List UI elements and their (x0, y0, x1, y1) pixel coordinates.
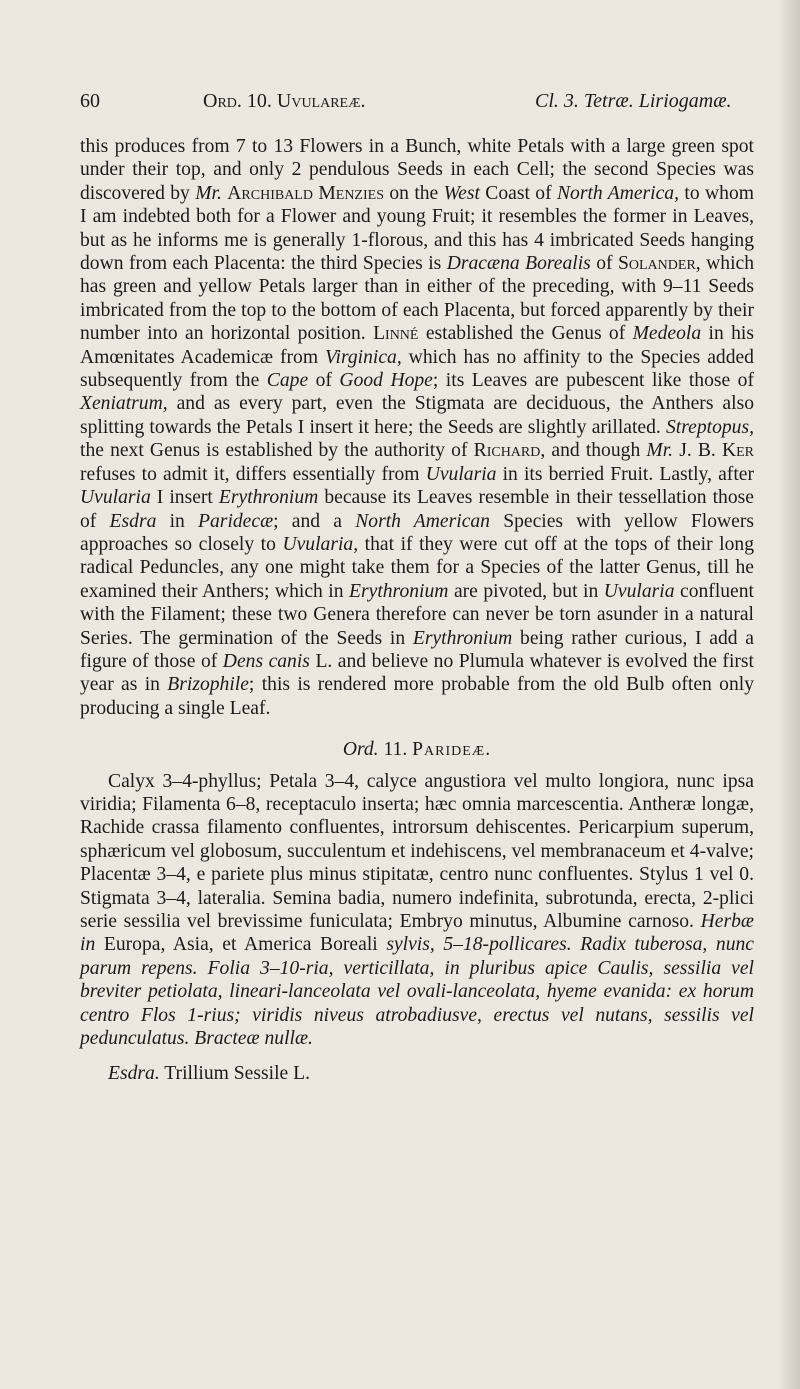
text-run: ; this is rendered more probable from the old Bulb often only producing a single Leaf. (80, 674, 754, 719)
text-run: West (443, 182, 480, 204)
text-run: , and though (540, 440, 647, 462)
text-run: Erythronium (412, 627, 513, 649)
page-number: 60 (80, 90, 100, 112)
order-heading-name: Parideæ. (412, 739, 492, 761)
paragraph-uvulareae (80, 135, 754, 720)
text-run: ; its Leaves are pubescent like those of (432, 370, 754, 392)
text-run: because its Leaves resemble in their tessellation those of (80, 487, 754, 532)
text-run: being rather curious, I add a figure of those of (80, 627, 754, 672)
text-run: Archibald Menzies (227, 182, 384, 204)
text-run: of (590, 253, 618, 275)
text-run: , which has green and yellow Petals larger than in either of the preceding, with 9–11 Seeds imbricated from the top to the bottom of each Placenta, but forced apparently by their number into an horizontal position. (80, 253, 755, 345)
text-run: are pivoted, but in (448, 580, 604, 602)
text-run: Linné (373, 323, 419, 345)
text-run: established the Genus of (418, 323, 633, 345)
text-run: Mr. (646, 440, 674, 462)
text-run: North American (355, 510, 490, 532)
text-run: confluent with the Filament; these two Genera therefore can never be torn asunder in a natural Series. The germination of the Seeds in (80, 580, 754, 649)
text-run: Medeola (632, 323, 702, 345)
text-run: North America, (556, 182, 680, 204)
text-run: Uvularia (80, 487, 151, 509)
text-run: Good Hope (339, 370, 433, 392)
order-heading-label: Ord. (342, 739, 379, 761)
text-run: this produces from 7 to 13 Flowers in a Bunch, white Petals with a large green spot under their top, and only 2 pendulous Seeds in each Cell; the second Species was discovered by (80, 136, 754, 204)
text-run: Esdra (109, 510, 157, 532)
text-run: Richard (473, 440, 541, 462)
page-edge-shadow (778, 0, 800, 1389)
text-run: Dens canis (222, 650, 310, 672)
text-run: Herbæ in (80, 911, 754, 956)
text-run: Ker (721, 440, 755, 462)
text-run: Brizophile (167, 674, 249, 696)
text-run: on the (383, 182, 444, 204)
text-run: Species with yellow Flowers approaches so closely to (80, 510, 754, 555)
text-run: Erythronium (349, 580, 449, 602)
text-run: to whom I am indebted both for a Flower and young Fruit; it resembles the former in Leaves, but as he informs me is generally 1-florous, and this has 4 imbricated Seeds hanging down from each Placenta: the third Species is (80, 182, 754, 275)
text-run: Cape (266, 370, 309, 392)
text-run: Xeniatrum, (80, 393, 168, 415)
header-order: Ord. 10. Uvulareæ. (203, 90, 366, 112)
text-run: the next Genus is established by the authority of (80, 440, 474, 462)
text-run: J. B. (673, 440, 722, 462)
text-run: Calyx 3–4-phyllus; Petala 3–4, calyce angustiora vel multo longiora, nunc ipsa viridia; Filamenta 6–8, receptaculo inserta; hæc omnia marcescentia. Antheræ longæ, Rachide crassa filamento confluentes, introrsum dehiscentes. Pericarpium superum, sphæricum vel globosum, succulentum et indehiscens, vel membranaceum et 4-valve; Placentæ 3–4, e pariete plus minus stipitatæ, centro nunc confluentes. Stylus 1 vel 0. Stigmata 3–4, lateralia. Semina badia, numero indefinita, subrotunda, erecta, 2-plici serie sessilia vel brevissime funiculata; Embryo minutus, Albumine carnoso. (80, 770, 754, 932)
text-run: L. and believe no Plumula whatever is evolved the first year as in (80, 650, 754, 696)
text-run: Uvularia, (282, 533, 359, 555)
order-heading-number: 11. (378, 739, 413, 761)
genus-species: Trillium Sessile L. (159, 1063, 310, 1085)
text-run: ; and a (273, 510, 356, 532)
paragraph-parideae (80, 770, 754, 1051)
text-run: refuses to admit it, differs essentially from (80, 463, 426, 485)
text-run: Uvularia (425, 463, 497, 485)
genus-line (80, 1062, 754, 1085)
text-run: Virginica, (325, 346, 402, 368)
body-text (80, 135, 754, 1086)
text-run: Coast of (479, 182, 557, 204)
genus-name: Esdra. (108, 1063, 160, 1085)
order-heading (80, 738, 754, 761)
text-run: in his Amœnitates Academicæ from (80, 323, 754, 368)
text-run: Erythronium (218, 487, 319, 509)
text-run: that if they were cut off at the tops of their long radical Peduncles, any one might take them for a Species of the latter Genus, till he examined their Anthers; which in (80, 533, 754, 602)
text-run: in (156, 510, 199, 532)
text-run: Uvularia (603, 580, 675, 602)
running-header (80, 86, 770, 116)
text-run: Paridecæ (198, 510, 274, 532)
text-run: Streptopus, (666, 416, 754, 438)
text-run: and as every part, even the Stigmata are deciduous, the Anthers also splitting towards the Petals I insert it here; the Seeds are slightly arillated. (80, 393, 754, 438)
text-run: in its berried Fruit. Lastly, after (496, 463, 754, 485)
text-run: which has no affinity to the Species added subsequently from the (80, 346, 754, 392)
text-run: sylvis, 5–18-pollicares. Radix tuberosa, nunc parum repens. Folia 3–10-ria, verticillata, in pluribus apice Caulis, sessilia vel breviter petiolata, lineari-lanceolata vel ovali-lanceolata, hyeme evanida: ex horum centro Flos 1-rius; viridis niveus atrobadiusve, erectus vel nutans, sessilis vel pedunculatus. Bracteæ nullæ. (80, 934, 754, 1050)
text-run: Europa, Asia, et America Boreali (95, 934, 387, 956)
text-run: of (308, 370, 340, 392)
text-run: Solander (618, 253, 696, 275)
text-run: Dracæna Borealis (446, 253, 591, 275)
text-run: Mr. (195, 182, 222, 204)
header-classification: Cl. 3. Tetræ. Liriogamæ. (535, 90, 732, 112)
text-run: I insert (150, 487, 219, 509)
